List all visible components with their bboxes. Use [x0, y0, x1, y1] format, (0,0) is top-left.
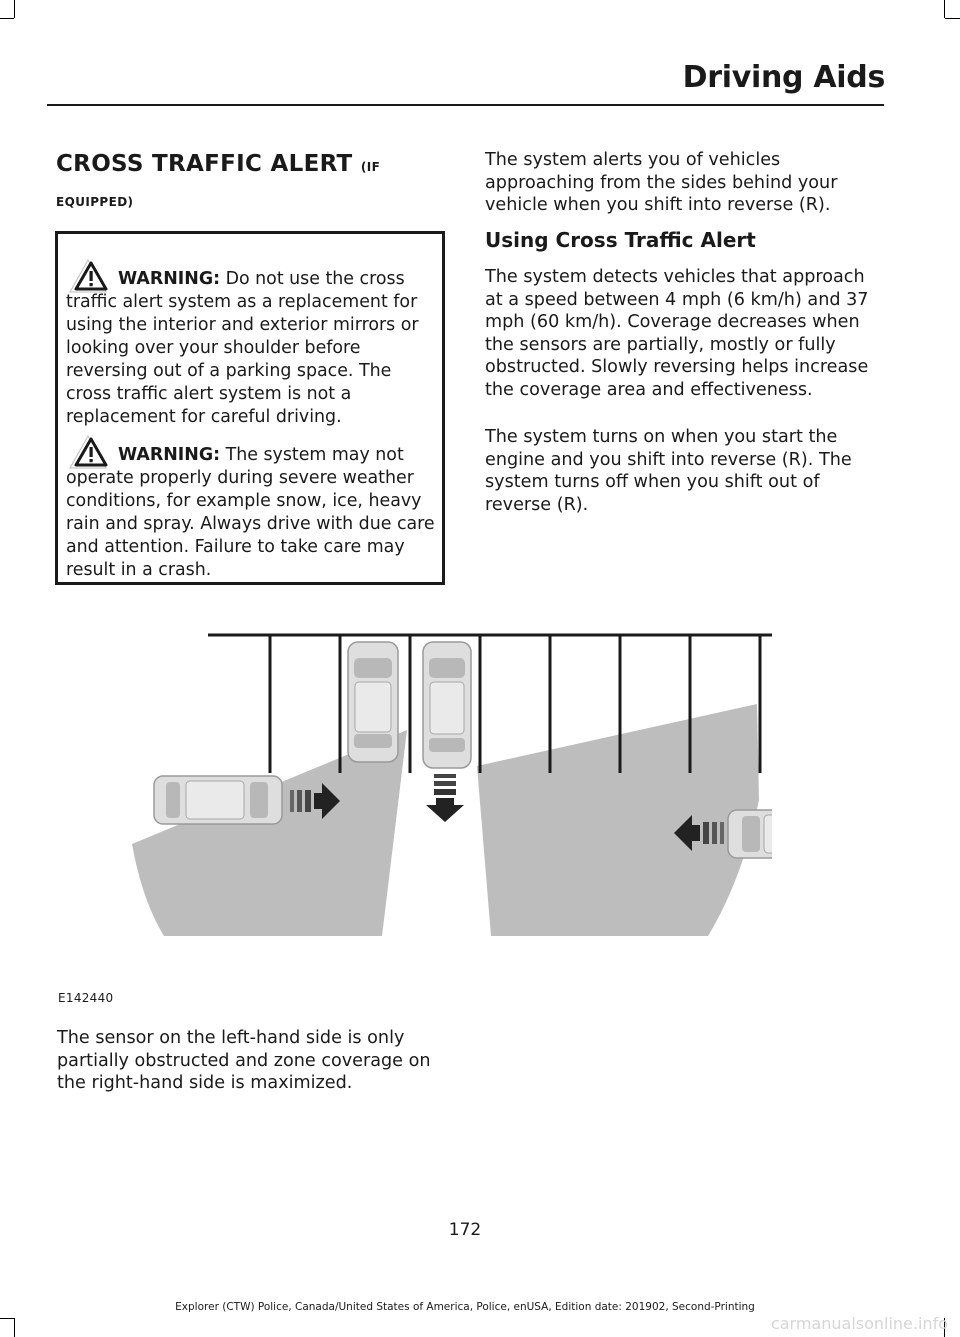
heading-suffix: (IF	[360, 160, 381, 174]
paragraph-1-text: The system detects vehicles that approach at a speed between 4 mph (6 km/h) and 37 mph (60 km/h). Coverage decreases when the sensors are partially, mostly or fully obstructed. Slowly reversing helps increase the coverage area and effectiveness.	[485, 267, 869, 400]
subheading: Using Cross Traffic Alert	[485, 228, 756, 252]
reverse-direction-arrow	[426, 774, 464, 822]
warning-box	[55, 231, 445, 585]
cross-traffic-illustration	[132, 630, 772, 942]
intro-text: The system alerts you of vehicles approaching from the sides behind your vehicle when you shift into reverse (R).	[485, 150, 838, 216]
heading-continued: EQUIPPED)	[56, 195, 134, 209]
crop-mark	[945, 18, 960, 19]
page-number: 172	[448, 1220, 482, 1240]
section-title: Driving Aids	[682, 60, 885, 95]
publication-footer: Explorer (CTW) Police, Canada/United States of America, Police, enUSA, Edition date: 201902, Second-Printing	[175, 1301, 755, 1313]
warning-text: The system may not operate properly during severe weather conditions, for example snow, ice, heavy rain and spray. Always drive with due care and attention. Failure to take care may result in a crash.	[66, 445, 435, 580]
warning-text: Do not use the cross traffic alert system as a replacement for using the interior and exterior mirrors or looking over your shoulder before reversing out of a parking space. The cross traffic alert system is not a replacement for careful driving.	[66, 269, 419, 427]
paragraph-1	[485, 266, 880, 402]
crop-mark	[944, 0, 945, 18]
warning-2	[66, 444, 438, 582]
paragraph-2	[485, 426, 880, 516]
warning-triangle-icon	[66, 434, 124, 470]
heading-text: CROSS TRAFFIC ALERT	[56, 151, 353, 177]
right-sensor-zone	[477, 704, 759, 936]
warning-label: WARNING:	[118, 445, 221, 465]
parked-car	[348, 642, 398, 762]
page-heading	[56, 148, 446, 221]
crop-mark	[14, 0, 15, 18]
figure-caption: The sensor on the left-hand side is only partially obstructed and zone coverage on the right-hand side is maximized.	[57, 1028, 431, 1094]
intro-paragraph	[485, 149, 880, 217]
warning-label: WARNING:	[118, 269, 221, 289]
reversing-car	[423, 642, 471, 768]
crop-mark	[0, 1318, 14, 1319]
warning-1	[66, 268, 438, 429]
crop-mark	[0, 18, 14, 19]
header-divider	[47, 104, 884, 106]
figure-id: E142440	[58, 991, 114, 1005]
paragraph-2-text: The system turns on when you start the engine and you shift into reverse (R). The system turns off when you shift out of reverse (R).	[485, 427, 852, 515]
warning-triangle-icon	[66, 258, 124, 294]
approaching-car-left	[154, 776, 282, 824]
approaching-car-right	[728, 810, 772, 858]
watermark: carmanualsonline.info	[770, 1314, 948, 1333]
crop-mark	[14, 1318, 15, 1337]
